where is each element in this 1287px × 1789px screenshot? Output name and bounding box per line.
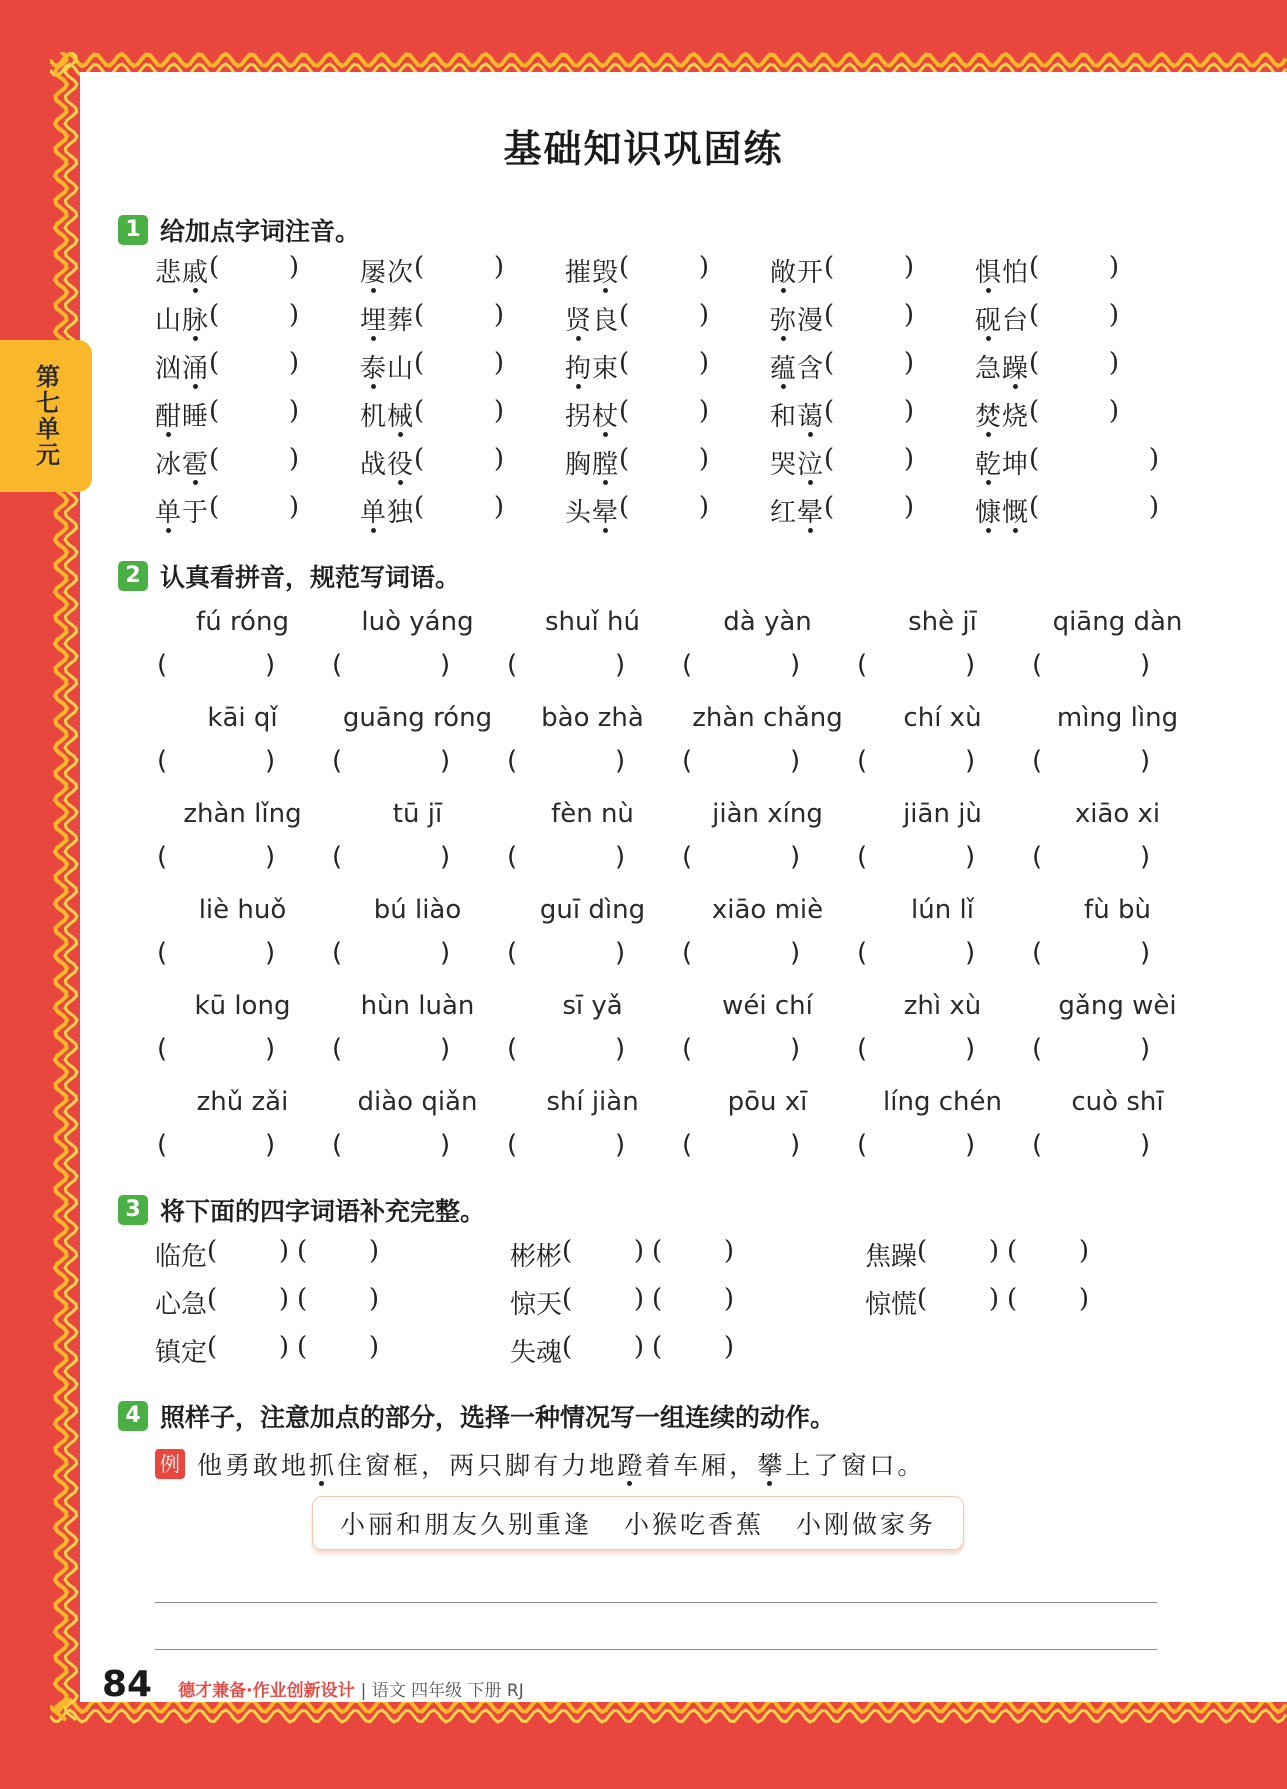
annotation-item [360,492,565,529]
emphasis-dot [808,528,813,533]
word-answer-blank[interactable]: ( ) [507,938,626,968]
idiom-blank[interactable] [297,1284,387,1332]
idiom-blank[interactable] [562,1332,652,1380]
pinyin-text: cuò shī [1071,1087,1164,1117]
emphasis-dot [986,432,991,437]
idiom-prefix: 镇定 [155,1338,208,1368]
pinyin-row [155,602,1205,648]
pinyin-text: jiān jù [903,799,982,829]
pinyin-text: chí xù [903,703,982,733]
question-1-text: 给加点字词注音。 [160,217,361,246]
pinyin-text: bào zhà [541,703,644,733]
emphasis-dot [576,336,581,341]
pinyin-text: sī yǎ [562,991,623,1021]
word-with-dot: 贤良 [565,300,619,337]
pinyin-text: zhàn lǐng [183,799,302,829]
idiom-blank[interactable] [917,1284,1007,1332]
emphasis-dot [603,528,608,533]
emphasis-dot [986,288,991,293]
annotation-item [975,300,1180,337]
emphasis-dot [398,480,403,485]
word-with-dot: 拐杖 [565,396,619,433]
annotation-item [975,444,1180,481]
word-answer-blank[interactable]: ( ) [507,842,626,872]
word-answer-blank[interactable]: ( ) [332,650,451,680]
annotation-item [155,252,360,289]
idiom-row [155,1236,1220,1284]
emphasis-dot [808,480,813,485]
pinyin-text: xiāo miè [711,895,824,925]
footer-meta: | 语文 四年级 下册 RJ [360,1681,524,1701]
example-badge: 例 [155,1449,185,1479]
word-answer-blank[interactable]: ( ) [507,650,626,680]
idiom-blank[interactable] [652,1284,742,1332]
annotation-item [360,348,565,385]
emphasis-dot [371,288,376,293]
question-2-heading [118,558,460,594]
idiom-row [155,1284,1220,1332]
word-with-dot: 头晕 [565,492,619,529]
word-answer-blank[interactable]: ( ) [682,842,801,872]
idiom-completion-grid [155,1236,1220,1380]
word-answer-blank[interactable]: ( ) [1032,1034,1151,1064]
question-4-text: 照样子，注意加点的部分，选择一种情况写一组连续的动作。 [160,1403,836,1432]
word-answer-blank[interactable]: ( ) [507,746,626,776]
pinyin-text: qiāng dàn [1052,607,1183,637]
choice-box [312,1496,964,1550]
question-2-number: 2 [118,561,148,591]
pinyin-text: tū jī [392,799,443,829]
pinyin-row [155,890,1205,936]
annotation-item [975,252,1180,289]
word-answer-blank[interactable]: ( ) [857,650,976,680]
word-with-dot: 惧怕 [975,252,1029,289]
emphasis-dot [808,432,813,437]
word-with-dot: 焚烧 [975,396,1029,433]
emphasis-dot [371,384,376,389]
annotation-item [155,444,360,481]
pinyin-row [155,1082,1205,1128]
word-answer-blank[interactable]: ( ) [157,1130,276,1160]
idiom-blank[interactable] [562,1284,652,1332]
word-answer-blank[interactable]: ( ) [332,1130,451,1160]
idiom-item [510,1284,865,1332]
emphasis-dot [193,336,198,341]
pinyin-text: lún lǐ [911,895,974,925]
idiom-prefix: 焦躁 [865,1242,918,1272]
pinyin-row [155,698,1205,744]
emphasis-dot [371,336,376,341]
word-answer-blank[interactable]: ( ) [157,746,276,776]
idiom-item [510,1332,865,1380]
word-with-dot: 酣睡 [155,396,209,433]
emphasis-dot [603,288,608,293]
word-answer-blank[interactable]: ( ) [857,938,976,968]
annotation-item [360,300,565,337]
question-3-number: 3 [118,1195,148,1225]
word-with-dot: 乾坤 [975,444,1029,481]
idiom-blank[interactable] [1007,1284,1097,1332]
pinyin-text: fù bù [1084,895,1151,925]
question-3-text: 将下面的四字词语补充完整。 [160,1197,486,1226]
pinyin-text: guī dìng [539,895,646,925]
annotation-item [565,492,770,529]
pinyin-text: liè huǒ [198,895,287,925]
pinyin-text: wéi chí [722,991,813,1021]
word-answer-blank[interactable]: ( ) [1032,746,1151,776]
pinyin-text: zhì xù [903,991,982,1021]
annotation-item [770,444,975,481]
pinyin-text: kū long [194,991,291,1021]
answer-line-1[interactable] [155,1602,1157,1603]
pinyin-annotation-grid [155,252,1180,540]
word-with-dot: 拘束 [565,348,619,385]
annotation-item [155,348,360,385]
emphasis-dot [371,528,376,533]
question-4-heading [118,1398,835,1434]
emphasis-dot [193,288,198,293]
unit-label: 第七单元 [31,364,60,468]
idiom-blank[interactable] [207,1284,297,1332]
word-answer-blank[interactable]: ( ) [332,746,451,776]
emphasis-dot [193,480,198,485]
annotation-row [155,348,1180,396]
pinyin-text: xiāo xi [1074,799,1161,829]
emphasis-dot [603,480,608,485]
word-answer-blank[interactable]: ( ) [682,1130,801,1160]
question-3-heading [118,1192,485,1228]
question-1-heading [118,212,360,248]
idiom-item [155,1236,510,1284]
question-4-number: 4 [118,1401,148,1431]
word-answer-blank[interactable]: ( ) [857,1130,976,1160]
word-with-dot: 哭泣 [770,444,824,481]
annotation-item [770,300,975,337]
idiom-blank[interactable] [207,1236,297,1284]
idiom-blank[interactable] [297,1236,387,1284]
annotation-item [770,492,975,529]
question-1-number: 1 [118,215,148,245]
pinyin-text: diào qiǎn [357,1087,478,1117]
annotation-item [565,348,770,385]
idiom-item [510,1236,865,1284]
annotation-row [155,396,1180,444]
blank-row [155,1128,1205,1178]
word-with-dot: 山脉 [155,300,209,337]
annotation-item [565,396,770,433]
word-answer-blank[interactable]: ( ) [682,650,801,680]
word-answer-blank[interactable]: ( ) [682,746,801,776]
annotation-item [360,252,565,289]
annotation-item [565,252,770,289]
annotation-item [155,396,360,433]
idiom-blank[interactable] [652,1236,742,1284]
word-answer-blank[interactable]: ( ) [507,1034,626,1064]
annotation-item [770,348,975,385]
word-answer-blank[interactable]: ( ) [332,842,451,872]
pinyin-text: fèn nù [551,799,634,829]
word-with-dot: 泰山 [360,348,414,385]
blank-row [155,648,1205,698]
emphasis-dot [398,432,403,437]
annotation-item [770,252,975,289]
idiom-row [155,1332,1220,1380]
pinyin-text: hùn luàn [360,991,475,1021]
idiom-item [155,1332,510,1380]
word-with-dot: 和蔼 [770,396,824,433]
emphasis-dot [781,288,786,293]
example-sentence [155,1446,925,1482]
idiom-item [865,1284,1220,1332]
page-number: 84 [102,1664,153,1705]
annotation-item [565,444,770,481]
annotation-item [565,300,770,337]
annotation-row [155,492,1180,540]
word-with-dot: 战役 [360,444,414,481]
idiom-prefix: 心急 [155,1290,208,1320]
example-text: 他勇敢地抓 住窗框，两只脚有力地蹬 着车厢，攀 上了窗口。 [197,1446,925,1482]
blank-row [155,744,1205,794]
pinyin-text: shuǐ hú [545,607,640,637]
word-with-dot: 悲戚 [155,252,209,289]
idiom-prefix: 临危 [155,1242,208,1272]
word-with-dot: 弥漫 [770,300,824,337]
word-with-dot: 汹涌 [155,348,209,385]
idiom-blank[interactable] [1007,1236,1097,1284]
pinyin-text: fú róng [196,607,289,637]
word-answer-blank[interactable]: ( ) [857,842,976,872]
idiom-blank[interactable] [297,1332,387,1380]
pinyin-text: kāi qǐ [207,703,278,733]
word-answer-blank[interactable]: ( ) [857,746,976,776]
word-answer-blank[interactable]: ( ) [1032,938,1151,968]
pinyin-text: bú liào [373,895,462,925]
blank-row [155,840,1205,890]
footer-brand: 德才兼备·作业创新设计 [178,1681,355,1701]
pinyin-text: mìng lìng [1056,703,1179,733]
emphasis-dot [193,384,198,389]
emphasis-dot [986,336,991,341]
word-answer-blank[interactable]: ( ) [157,842,276,872]
pinyin-row [155,986,1205,1032]
pinyin-row [155,794,1205,840]
emphasis-dot [986,480,991,485]
pinyin-text: luò yáng [361,607,474,637]
blank-row [155,936,1205,986]
blank-row [155,1032,1205,1082]
annotation-item [975,348,1180,385]
annotation-item [975,492,1180,529]
word-with-dot: 蕴含 [770,348,824,385]
annotation-item [770,396,975,433]
word-with-dot: 单于 [155,492,209,529]
annotation-item [155,492,360,529]
emphasis-dot [781,336,786,341]
word-with-dot: 摧毁 [565,252,619,289]
emphasis-dot [166,528,171,533]
idiom-blank[interactable] [207,1332,297,1380]
emphasis-dot [166,432,171,437]
annotation-item [360,444,565,481]
idiom-blank[interactable] [562,1236,652,1284]
idiom-prefix: 惊天 [510,1290,563,1320]
annotation-item [155,300,360,337]
emphasis-dot [986,528,991,533]
word-with-dot: 埋葬 [360,300,414,337]
idiom-prefix: 惊慌 [865,1290,918,1320]
word-with-dot: 急躁 [975,348,1029,385]
emphasis-dot [1013,528,1018,533]
word-answer-blank[interactable]: ( ) [332,1034,451,1064]
annotation-item [360,396,565,433]
emphasis-dot [576,384,581,389]
word-writing-grid [155,602,1205,1178]
word-with-dot: 屡次 [360,252,414,289]
word-answer-blank[interactable]: ( ) [507,1130,626,1160]
word-with-dot: 机械 [360,396,414,433]
pinyin-text: dà yàn [723,607,812,637]
idiom-blank[interactable] [917,1236,1007,1284]
idiom-blank[interactable] [652,1332,742,1380]
idiom-prefix: 彬彬 [510,1242,563,1272]
pinyin-text: shè jī [908,607,977,637]
emphasis-dot [603,432,608,437]
word-answer-blank[interactable]: ( ) [157,650,276,680]
pinyin-text: pōu xī [727,1087,808,1117]
pinyin-text: gǎng wèi [1058,991,1177,1021]
pinyin-text: zhǔ zǎi [196,1087,289,1117]
choice-option: 小猴吃香蕉 [623,1510,764,1539]
question-2-text: 认真看拼音，规范写词语。 [160,563,461,592]
idiom-prefix: 失魂 [510,1338,563,1368]
pinyin-text: zhàn chǎng [692,703,843,733]
pinyin-text: líng chén [883,1087,1002,1117]
word-answer-blank[interactable]: ( ) [157,1034,276,1064]
word-with-dot: 胸膛 [565,444,619,481]
pinyin-text: guāng róng [342,703,493,733]
pinyin-text: shí jiàn [546,1087,639,1117]
word-answer-blank[interactable]: ( ) [1032,650,1151,680]
word-answer-blank[interactable]: ( ) [682,1034,801,1064]
annotation-row [155,444,1180,492]
word-answer-blank[interactable]: ( ) [1032,842,1151,872]
word-answer-blank[interactable]: ( ) [332,938,451,968]
answer-line-2[interactable] [155,1649,1157,1650]
annotation-item [975,396,1180,433]
page-footer [102,1664,524,1705]
choice-option: 小刚做家务 [796,1510,937,1539]
idiom-item [865,1236,1220,1284]
word-answer-blank[interactable]: ( ) [857,1034,976,1064]
word-with-dot: 单独 [360,492,414,529]
idiom-item [155,1284,510,1332]
annotation-row [155,300,1180,348]
word-with-dot: 砚台 [975,300,1029,337]
word-answer-blank[interactable]: ( ) [157,938,276,968]
unit-side-tab [0,340,92,492]
word-with-dot: 慷慨 [975,492,1029,529]
emphasis-dot [781,384,786,389]
emphasis-dot [1013,384,1018,389]
word-with-dot: 敞开 [770,252,824,289]
pinyin-text: jiàn xíng [712,799,823,829]
word-answer-blank[interactable]: ( ) [1032,1130,1151,1160]
choice-option: 小丽和朋友久别重逢 [339,1510,592,1539]
word-with-dot: 冰雹 [155,444,209,481]
word-with-dot: 红晕 [770,492,824,529]
page-title: 基础知识巩固练 [503,127,784,171]
annotation-row [155,252,1180,300]
word-answer-blank[interactable]: ( ) [682,938,801,968]
